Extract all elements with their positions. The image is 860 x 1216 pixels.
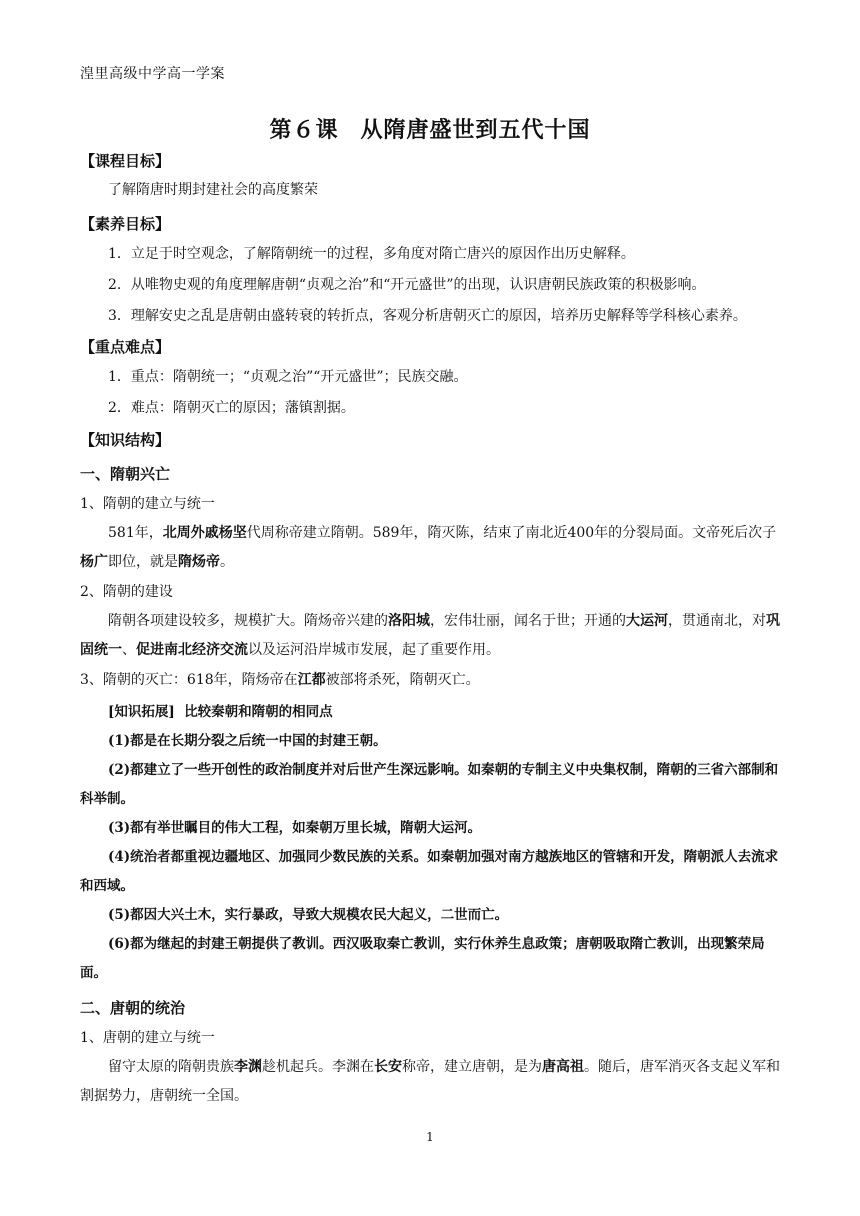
key-points-item: 2．难点：隋朝灭亡的原因；藩镇割据。 [108,400,355,416]
school-header: 湟里高级中学高一学案 [80,66,225,82]
subsection-tang-founding: 1、唐朝的建立与统一 [80,1030,215,1046]
subsection-sui-founding: 1、隋朝的建立与统一 [80,496,215,512]
literacy-goal-heading: 【素养目标】 [80,215,171,233]
section-sui [80,459,780,696]
subsection-sui-construction: 2、隋朝的建设 [80,584,173,600]
page-number: 1 [426,1130,434,1144]
key-points-heading: 【重点难点】 [80,338,171,356]
paragraph-tang-founding: 留守太原的隋朝贵族李渊趁机起兵。李渊在长安称帝，建立唐朝，是为唐高祖。随后，唐军消灭各支起义军和割据势力，唐朝统一全国。 [80,1059,780,1104]
expansion-item: (4)统治者都重视边疆地区、加强同少数民族的关系。如秦朝加强对南方越族地区的管辖和开发，隋朝派人去流求和西域。 [80,849,779,894]
literacy-goal-section [80,210,780,332]
section-tang-title: 二、唐朝的统治 [80,999,186,1017]
lesson-title [0,113,860,144]
expansion-item: (5)都因大兴土木，实行暴政，导致大规模农民大起义，二世而亡。 [108,907,509,923]
course-goal-heading: 【课程目标】 [80,152,171,170]
paragraph-sui-construction: 隋朝各项建设较多，规模扩大。隋炀帝兴建的洛阳城，宏伟壮丽，闻名于世；开通的大运河，贯通南北，对巩固统一、促进南北经济交流以及运河沿岸城市发展，起了重要作用。 [80,613,780,658]
knowledge-section [80,426,780,455]
expansion-item: (2)都建立了一些开创性的政治制度并对后世产生深远影响。如秦朝的专制主义中央集权制，隋朝的三省六部制和科举制。 [80,762,779,807]
course-goal-text: 了解隋唐时期封建社会的高度繁荣 [108,182,318,198]
literacy-goal-item: 2．从唯物史观的角度理解唐朝“贞观之治”和“开元盛世”的出现，认识唐朝民族政策的积极影响。 [108,277,706,293]
expansion-item: (1)都是在长期分裂之后统一中国的封建王朝。 [108,733,387,749]
section-sui-title: 一、隋朝兴亡 [80,465,171,483]
paragraph-sui-founding: 581年，北周外戚杨坚代周称帝建立隋朝。589年，隋灭陈，结束了南北近400年的分裂局面。文帝死后次子杨广即位，就是隋炀帝。 [80,525,777,570]
subsection-sui-fall: 3、隋朝的灭亡：618年，隋炀帝在江都被部将杀死，隋朝灭亡。 [80,672,480,688]
course-goal-section [80,147,780,205]
key-points-section [80,333,780,424]
lesson-number: 第６课 [269,118,339,143]
literacy-goal-item: 3．理解安史之乱是唐朝由盛转衰的转折点，客观分析唐朝灭亡的原因，培养历史解释等学科核心素养。 [108,308,747,324]
knowledge-expansion [80,698,780,988]
section-tang [80,993,780,1111]
key-points-item: 1．重点：隋朝统一；“贞观之治”“开元盛世”；民族交融。 [108,369,468,385]
lesson-name: 从隋唐盛世到五代十国 [360,118,591,143]
knowledge-heading: 【知识结构】 [80,431,171,449]
expansion-item: (6)都为继起的封建王朝提供了教训。西汉吸取秦亡教训，实行休养生息政策；唐朝吸取隋亡教训，出现繁荣局面。 [80,936,765,981]
literacy-goal-item: 1．立足于时空观念，了解隋朝统一的过程，多角度对隋亡唐兴的原因作出历史解释。 [108,246,635,262]
expansion-title: [知识拓展] 比较秦朝和隋朝的相同点 [108,704,333,720]
expansion-item: (3)都有举世瞩目的伟大工程，如秦朝万里长城，隋朝大运河。 [108,820,482,836]
